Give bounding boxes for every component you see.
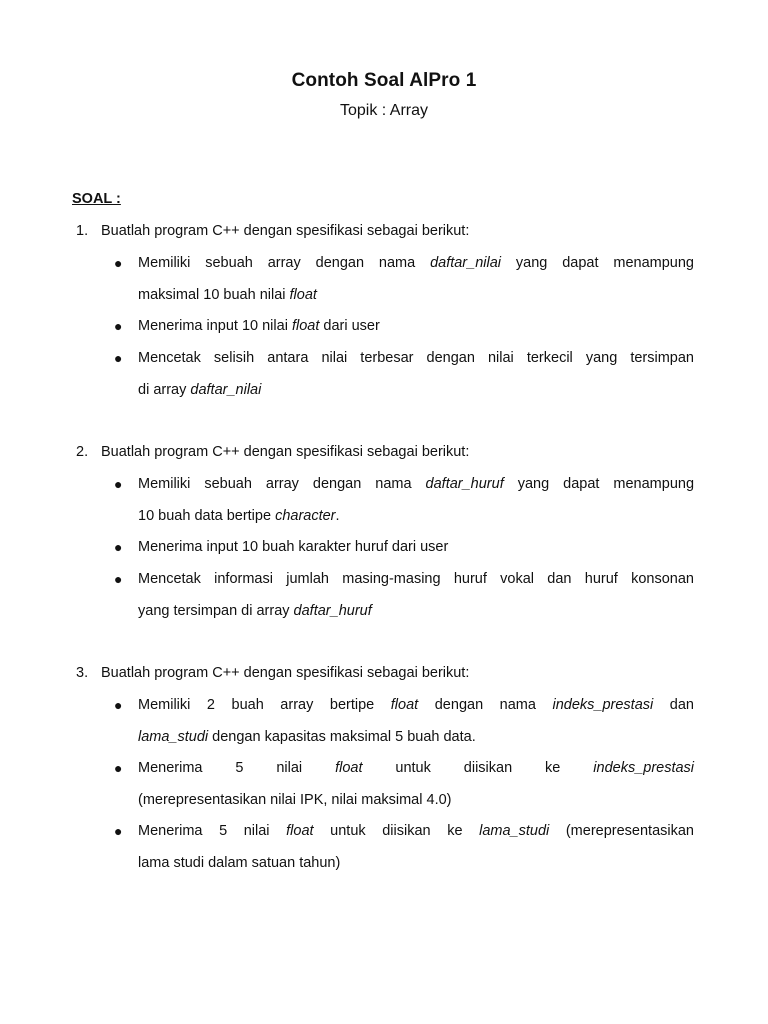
text-run: untuk diisikan ke [313, 823, 480, 839]
italic-term: float [286, 823, 314, 839]
text-run: maksimal 10 buah nilai [138, 287, 290, 303]
bullet-dot-icon: ● [114, 318, 123, 334]
bullet-line [138, 600, 694, 622]
italic-term: indeks_prestasi [552, 697, 654, 713]
italic-term: float [289, 287, 317, 303]
document-subtitle: Topik : Array [339, 102, 429, 119]
question-number: 1. [76, 223, 89, 239]
italic-term: character [275, 508, 336, 524]
text-run: dengan nama [418, 697, 553, 713]
bullet-dot-icon: ● [114, 823, 123, 839]
bullet-line: Mencetak selisih antara nilai terbesar dengan nilai terkecil yang tersimpan [138, 350, 694, 366]
italic-term: float [335, 760, 363, 776]
italic-term: indeks_prestasi [593, 760, 695, 776]
text-run: Menerima input 10 nilai [138, 318, 292, 334]
text-run: Menerima 5 nilai [138, 823, 287, 839]
text-run: yang dapat menampung [501, 255, 694, 271]
bullet-line [138, 315, 694, 337]
italic-term: daftar_huruf [425, 476, 504, 492]
italic-term: float [291, 318, 320, 334]
bullet-dot-icon: ● [114, 539, 123, 555]
question-intro: Buatlah program C++ dengan spesifikasi sebagai berikut: [101, 223, 470, 239]
text-run: Memiliki sebuah array dengan nama [138, 476, 426, 492]
bullet-line: Mencetak informasi jumlah masing-masing huruf vokal dan huruf konsonan [138, 571, 694, 587]
text-run: dengan kapasitas maksimal 5 buah data. [208, 729, 476, 745]
bullet-line [138, 820, 694, 842]
text-run: ke [545, 760, 561, 776]
italic-term: float [390, 697, 419, 713]
italic-term: lama_studi [479, 823, 550, 839]
bullet-line [138, 694, 694, 716]
italic-term: daftar_nilai [190, 382, 262, 398]
question-number: 3. [76, 665, 89, 681]
text-run: nilai [276, 760, 303, 776]
italic-term: lama_studi [138, 729, 209, 745]
text-run: yang dapat menampung [503, 476, 695, 492]
bullet-line: (merepresentasikan nilai IPK, nilai maksimal 4.0) [138, 792, 452, 808]
question-intro: Buatlah program C++ dengan spesifikasi sebagai berikut: [101, 665, 470, 681]
text-run: yang tersimpan di array [138, 603, 294, 619]
bullet-dot-icon: ● [114, 760, 123, 776]
bullet-dot-icon: ● [114, 697, 123, 713]
bullet-line: lama studi dalam satuan tahun) [138, 855, 341, 871]
text-run: diisikan [463, 760, 513, 776]
text-run: di array [138, 382, 191, 398]
bullet-line [138, 757, 694, 779]
question-number: 2. [76, 444, 89, 460]
bullet-line [138, 473, 694, 495]
bullet-line [138, 726, 694, 748]
text-run: 5 [235, 760, 244, 776]
question-intro: Buatlah program C++ dengan spesifikasi sebagai berikut: [101, 444, 470, 460]
italic-term: daftar_nilai [430, 255, 501, 271]
text-run: Memiliki 2 buah array bertipe [138, 697, 391, 713]
bullet-line: Menerima input 10 buah karakter huruf dari user [138, 539, 449, 555]
soal-heading: SOAL : [72, 191, 121, 207]
text-run: Menerima [138, 760, 203, 776]
text-run: . [335, 508, 340, 524]
document-title: Contoh Soal AlPro 1 [291, 70, 477, 91]
text-run: (merepresentasikan [549, 823, 694, 839]
bullet-line [138, 284, 694, 306]
text-run: 10 buah data bertipe [138, 508, 276, 524]
text-run: untuk [395, 760, 431, 776]
bullet-line [138, 505, 694, 527]
italic-term: daftar_huruf [293, 603, 372, 619]
bullet-dot-icon: ● [114, 476, 123, 492]
text-run: Memiliki sebuah array dengan nama [138, 255, 431, 271]
bullet-line [138, 379, 694, 401]
text-run: dari user [319, 318, 380, 334]
text-run: dan [653, 697, 694, 713]
bullet-dot-icon: ● [114, 350, 123, 366]
bullet-dot-icon: ● [114, 255, 123, 271]
bullet-dot-icon: ● [114, 571, 123, 587]
bullet-line [138, 252, 694, 274]
